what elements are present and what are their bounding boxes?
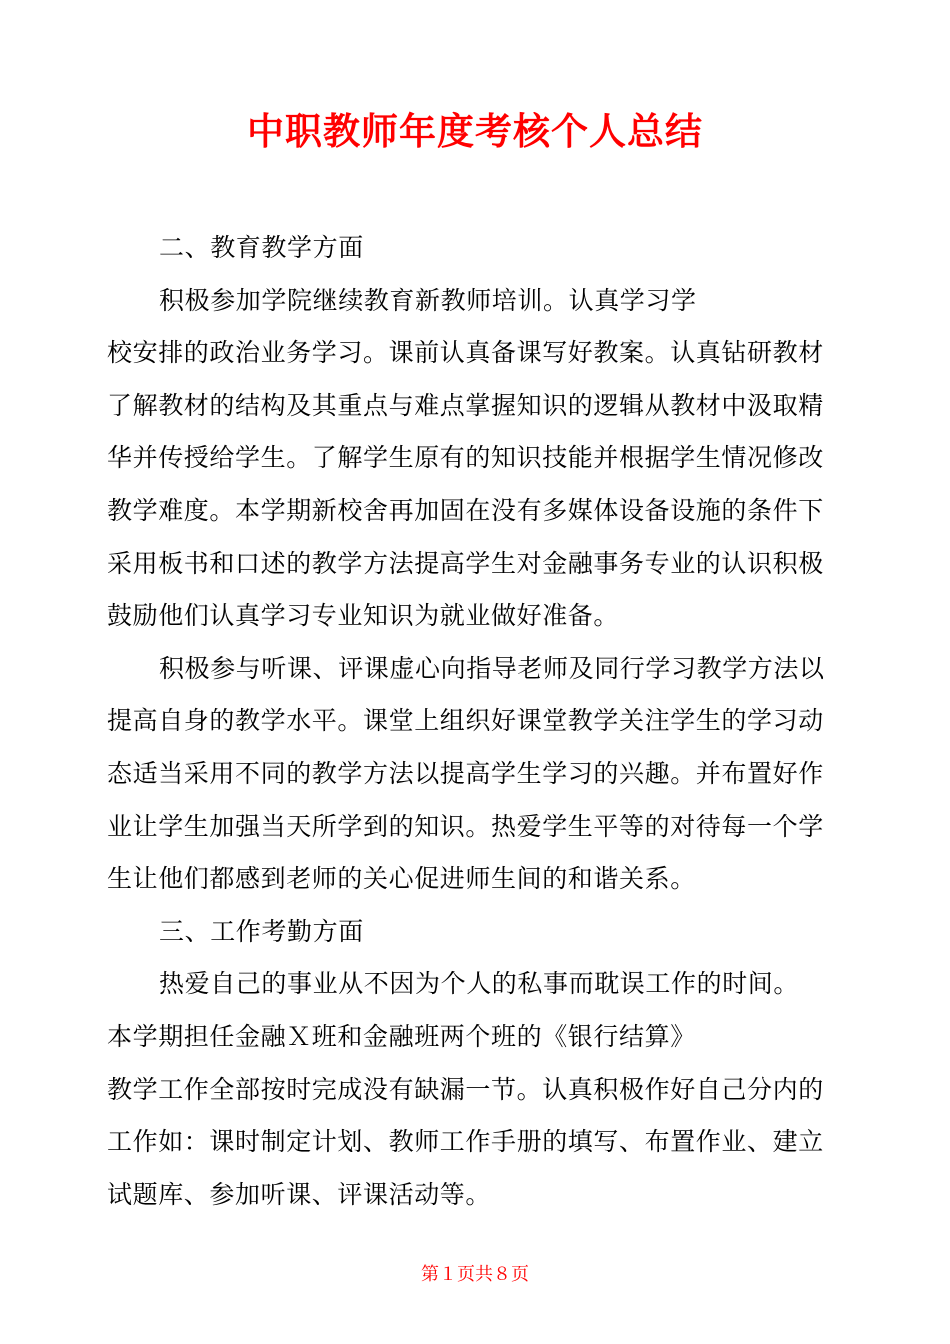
text-line: 提高自身的教学水平。课堂上组织好课堂教学关注学生的学习动 <box>107 706 824 736</box>
text-line: 采用板书和口述的教学方法提高学生对金融事务专业的认识积极 <box>107 548 824 578</box>
text-line: 教学难度。本学期新校舍再加固在没有多媒体设备设施的条件下 <box>107 495 824 525</box>
text-line: 本学期担任金融Ｘ班和金融班两个班的《银行结算》 <box>107 1021 696 1051</box>
text-line: 试题库、参加听课、评课活动等。 <box>107 1179 492 1209</box>
text-line: 华并传授给学生。了解学生原有的知识技能并根据学生情况修改 <box>107 443 824 473</box>
text-line: 业让学生加强当天所学到的知识。热爱学生平等的对待每一个学 <box>107 811 824 841</box>
text-line: 积极参加学院继续教育新教师培训。认真学习学 <box>159 285 697 315</box>
page-footer: 第１页共８页 <box>421 1264 529 1285</box>
text-line: 生让他们都感到老师的关心促进师生间的和谐关系。 <box>107 864 696 894</box>
document-body <box>107 222 844 1221</box>
section-heading: 三、工作考勤方面 <box>159 916 364 946</box>
text-line: 热爱自己的事业从不因为个人的私事而耽误工作的时间。 <box>159 969 800 999</box>
text-line: 鼓励他们认真学习专业知识为就业做好准备。 <box>107 601 620 631</box>
section-heading: 二、教育教学方面 <box>159 233 364 262</box>
document-title: 中职教师年度考核个人总结 <box>247 110 703 153</box>
text-line: 了解教材的结构及其重点与难点掌握知识的逻辑从教材中汲取精 <box>107 390 824 420</box>
text-line: 态适当采用不同的教学方法以提高学生学习的兴趣。并布置好作 <box>107 758 824 788</box>
text-line: 校安排的政治业务学习。课前认真备课写好教案。认真钻研教材 <box>107 338 824 368</box>
text-line: 教学工作全部按时完成没有缺漏一节。认真积极作好自己分内的 <box>107 1074 824 1104</box>
text-line: 工作如：课时制定计划、教师工作手册的填写、布置作业、建立 <box>107 1127 824 1157</box>
text-line: 积极参与听课、评课虚心向指导老师及同行学习教学方法以 <box>159 653 825 683</box>
